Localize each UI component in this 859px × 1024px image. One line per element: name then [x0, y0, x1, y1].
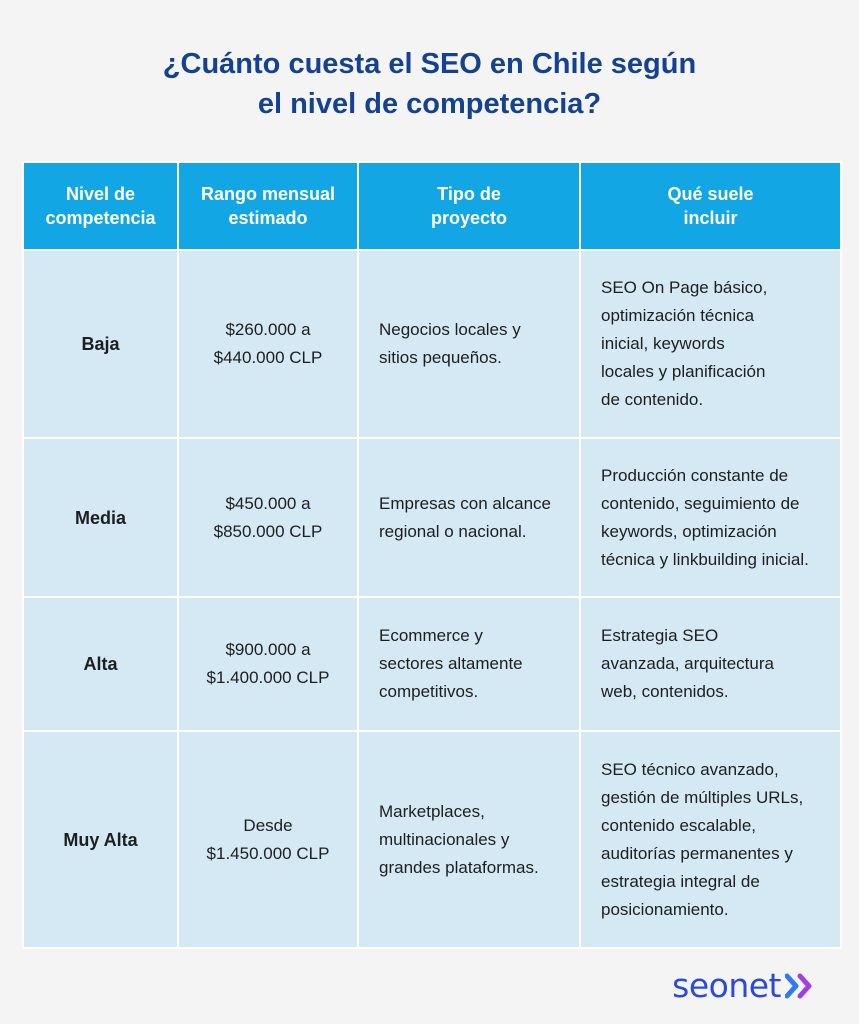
range-cell: $900.000 a $1.400.000 CLP [178, 597, 358, 731]
table-row [23, 597, 841, 731]
project-cell: Marketplaces, multinacionales y grandes plataformas. [358, 731, 580, 948]
range-cell: $450.000 a $850.000 CLP [178, 438, 358, 597]
includes-cell: Estrategia SEO avanzada, arquitectura web, contenidos. [580, 597, 841, 731]
pricing-table [22, 161, 842, 949]
level-cell: Muy Alta [23, 731, 178, 948]
header-rango-mensual: Rango mensual estimado [178, 162, 358, 250]
includes-cell: Producción constante de contenido, seguimiento de keywords, optimización técnica y linkbuilding inicial. [580, 438, 841, 597]
range-cell: $260.000 a $440.000 CLP [178, 250, 358, 438]
includes-cell: SEO On Page básico, optimización técnica inicial, keywords locales y planificación de contenido. [580, 250, 841, 438]
seonet-logo [672, 966, 815, 1006]
logo-wordmark: seonet [672, 966, 781, 1005]
range-cell: Desde $1.450.000 CLP [178, 731, 358, 948]
table-row [23, 250, 841, 438]
page-title-line-1: ¿Cuánto cuesta el SEO en Chile según [162, 48, 697, 80]
page-title [0, 44, 859, 124]
level-cell: Media [23, 438, 178, 597]
double-chevron-right-icon [785, 973, 815, 999]
project-cell: Ecommerce y sectores altamente competitivos. [358, 597, 580, 731]
table-row [23, 438, 841, 597]
header-nivel-competencia: Nivel de competencia [23, 162, 178, 250]
header-tipo-proyecto: Tipo de proyecto [358, 162, 580, 250]
page-title-line-2: el nivel de competencia? [257, 88, 602, 120]
header-que-suele-incluir: Qué suele incluir [580, 162, 841, 250]
table-row [23, 731, 841, 948]
project-cell: Empresas con alcance regional o nacional. [358, 438, 580, 597]
includes-cell: SEO técnico avanzado, gestión de múltiples URLs, contenido escalable, auditorías permanentes y estrategia integral de posicionamiento. [580, 731, 841, 948]
level-cell: Baja [23, 250, 178, 438]
level-cell: Alta [23, 597, 178, 731]
project-cell: Negocios locales y sitios pequeños. [358, 250, 580, 438]
table-header-row [23, 162, 841, 250]
